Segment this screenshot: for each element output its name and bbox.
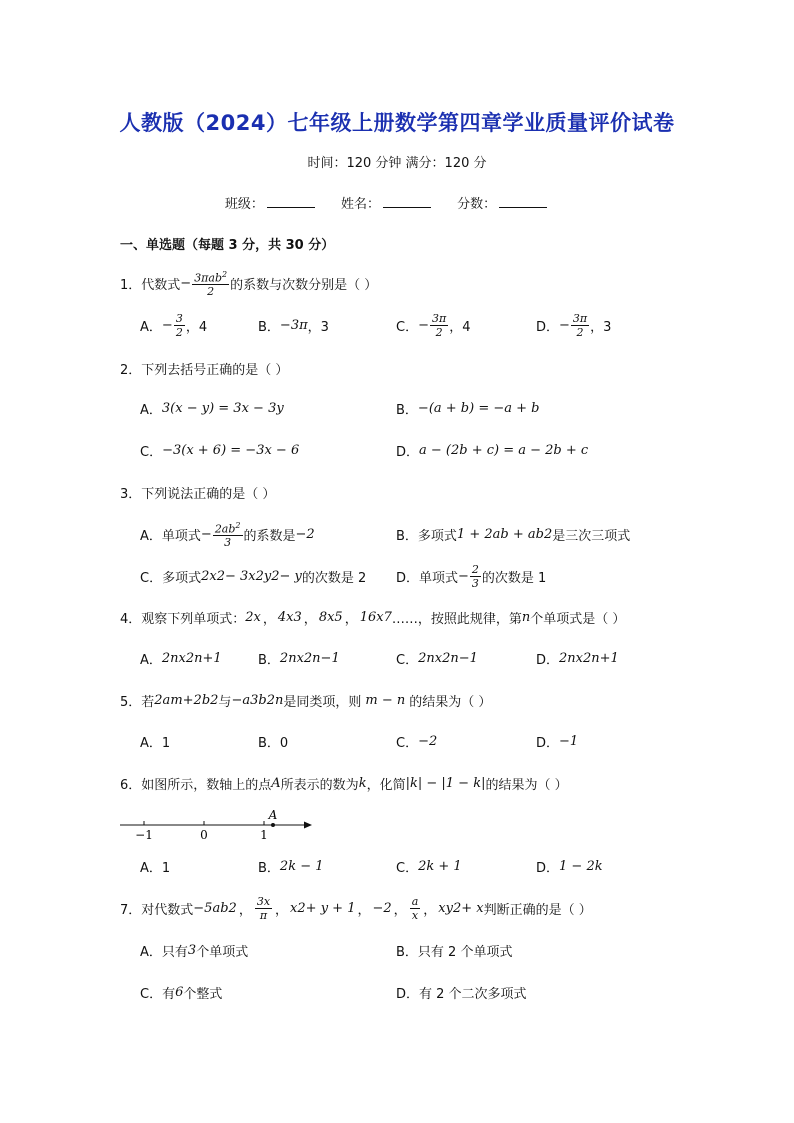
question-5: 5．若 2a m+2 b 2 与 −a 3 b 2n 是同类项，则 m − n 的结果为（ ）	[120, 692, 492, 710]
q1-option-a[interactable]: A． − $\frac{3}{2}$ ，4	[140, 311, 208, 339]
class-label: 班级：	[224, 197, 264, 212]
question-3: 3．下列说法正确的是（ ）	[120, 486, 276, 502]
q1-option-b[interactable]: B． −3π ，3	[258, 317, 329, 335]
q2-option-b[interactable]: B． −(a + b) = −a + b	[396, 400, 540, 418]
name-blank[interactable]	[383, 195, 431, 208]
question-6: 6．如图所示，数轴上的点 A 所表示的数为 k ，化简 |k| − |1 − k| 的结果为（ ）	[120, 775, 568, 793]
question-1: 1．代数式 − $\frac{3\pi ab^2}{2}$ 的系数与次数分别是（ ）	[120, 269, 378, 299]
q5-option-a[interactable]: A．1	[140, 735, 171, 751]
page-title: 人教版（2024）七年级上册数学第四章学业质量评价试卷	[119, 111, 675, 135]
q6-option-a[interactable]: A．1	[140, 860, 171, 876]
q4-option-d[interactable]: D． 2 n x 2n+1	[536, 650, 619, 668]
q4-option-a[interactable]: A． 2nx 2n+1	[140, 650, 222, 668]
q3-option-b[interactable]: B．多项式 1 + 2ab + ab 2 是三次三项式	[396, 526, 631, 544]
question-7: 7．对代数式 −5ab 2 ， $\frac{3x}{\pi}$ ， x 2 + y + 1 ， −2 ， $\frac{a}{x}$ ， xy 2 + x 判断正确的是（ ）	[120, 894, 592, 922]
q5-option-b[interactable]: B．0	[258, 735, 289, 751]
q5-option-c[interactable]: C． −2	[396, 733, 438, 751]
q2-option-c[interactable]: C． −3(x + 6) = −3x − 6	[140, 442, 300, 460]
q6-option-b[interactable]: B． 2k − 1	[258, 858, 324, 876]
student-fields	[0, 193, 794, 212]
question-2: 2．下列去括号正确的是（ ）	[120, 362, 289, 378]
point-a	[271, 823, 275, 827]
tick-label: 1	[260, 828, 268, 842]
q4-option-c[interactable]: C． 2 n x 2n−1	[396, 650, 478, 668]
q6-option-c[interactable]: C． 2k + 1	[396, 858, 462, 876]
q3-option-c[interactable]: C．多项式 2x 2 − 3x 2 y 2 − y 的次数是 2	[140, 568, 367, 586]
q1-stem: 1．代数式	[120, 277, 181, 293]
q7-option-a[interactable]: A．只有 3 个单项式	[140, 942, 249, 960]
q3-option-a[interactable]: A．单项式 − $\frac{2ab^2}{3}$ 的系数是 −2	[140, 520, 315, 550]
exam-info: 时间：120 分钟 满分：120 分	[307, 156, 487, 171]
score-label: 分数：	[457, 197, 497, 212]
q7-option-d[interactable]: D．有 2 个二次多项式	[396, 986, 527, 1002]
tick-label: −1	[135, 828, 153, 842]
score-blank[interactable]	[499, 195, 547, 208]
q5-option-d[interactable]: D． −1	[536, 733, 579, 751]
arrow-icon	[304, 822, 312, 829]
q1-option-d[interactable]: D． − $\frac{3\pi}{2}$ ，3	[536, 311, 612, 339]
name-label: 姓名：	[340, 197, 380, 212]
q4-option-b[interactable]: B． 2nx 2n−1	[258, 650, 340, 668]
q3-option-d[interactable]: D．单项式 − $\frac{2}{3}$ 的次数是 1	[396, 562, 547, 590]
q6-option-d[interactable]: D． 1 − 2k	[536, 858, 603, 876]
tick-label: 0	[200, 828, 208, 842]
q7-option-b[interactable]: B．只有 2 个单项式	[396, 944, 513, 960]
number-line-figure	[120, 810, 320, 844]
q1-option-c[interactable]: C． − $\frac{3\pi}{2}$ ，4	[396, 311, 471, 339]
q2-option-a[interactable]: A． 3(x − y) = 3x − 3y	[140, 400, 284, 418]
section-heading: 一、单选题（每题 3 分，共 30 分）	[120, 237, 335, 253]
class-blank[interactable]	[267, 195, 315, 208]
q2-option-d[interactable]: D． a − (2b + c) = a − 2b + c	[396, 442, 589, 460]
q7-option-c[interactable]: C．有 6 个整式	[140, 984, 223, 1002]
q1-fraction: $\frac{3\pi ab^2}{2}$	[194, 269, 228, 299]
point-a-label: A	[268, 810, 278, 822]
question-4: 4．观察下列单项式： 2x ， 4x 3 ， 8x 5 ， 16x 7 ……，按照此规律，第 n 个单项式是（ ）	[120, 609, 626, 627]
